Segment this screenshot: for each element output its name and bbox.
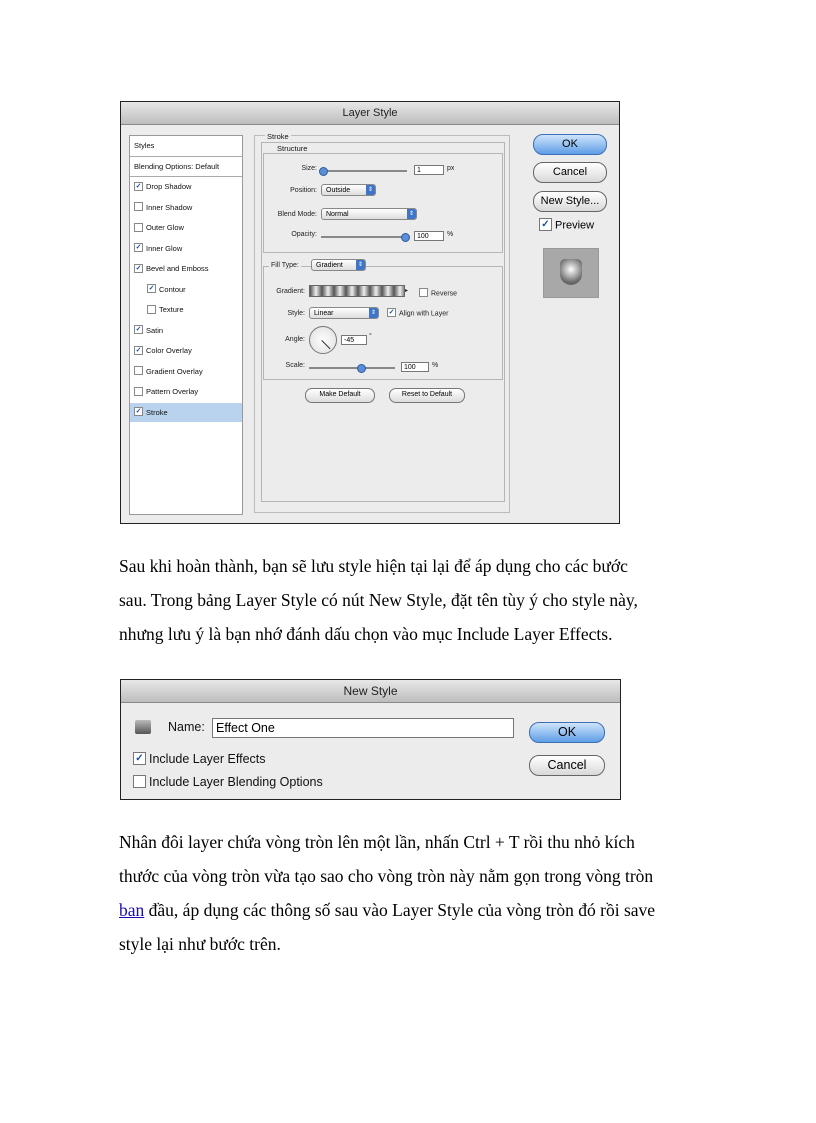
- position-label: Position:: [290, 187, 317, 194]
- reset-to-default-button[interactable]: Reset to Default: [389, 388, 465, 403]
- align-with-layer-box[interactable]: ✓: [388, 309, 395, 316]
- gradient-arrow-icon[interactable]: ▸: [405, 288, 409, 294]
- ban-link[interactable]: ban: [119, 900, 145, 920]
- paragraph-1-line: sau. Trong bảng Layer Style có nút New Style, đặt tên tùy ý cho style này,: [119, 590, 638, 610]
- styles-list: [129, 135, 243, 515]
- chevron-updown-icon: ⇕: [408, 211, 415, 217]
- new-style-dialog: [120, 679, 621, 800]
- style-icon: [135, 720, 151, 734]
- chevron-updown-icon: ⇕: [357, 262, 364, 268]
- style-item-texture[interactable]: Texture: [130, 300, 242, 321]
- angle-needle: [321, 340, 330, 349]
- paragraph-2-line: ban đầu, áp dụng các thông số sau vào Layer Style của vòng tròn đó rồi save: [119, 900, 656, 920]
- size-slider-knob[interactable]: [319, 167, 328, 176]
- align-with-layer-checkbox[interactable]: ✓ Align with Layer: [388, 309, 449, 318]
- paragraph-2-line: style lại như bước trên.: [119, 934, 281, 954]
- gradient-label: Gradient:: [276, 288, 305, 295]
- checkbox-satin[interactable]: ✓: [135, 326, 142, 334]
- style-item-inner-glow[interactable]: ✓ Inner Glow: [130, 239, 242, 260]
- scale-label: Scale:: [285, 362, 305, 369]
- paragraph-1: [119, 549, 719, 651]
- styles-header[interactable]: Styles: [130, 136, 242, 157]
- paragraph-2: [119, 825, 719, 961]
- preview-thumbnail: [543, 248, 599, 298]
- scale-slider[interactable]: [309, 367, 395, 369]
- ok-button[interactable]: OK: [533, 134, 607, 155]
- checkbox-color-overlay[interactable]: ✓: [135, 346, 142, 354]
- checkbox-texture[interactable]: [147, 305, 156, 314]
- opacity-slider[interactable]: [321, 236, 407, 238]
- style-item-gradient-overlay[interactable]: Gradient Overlay: [130, 362, 242, 383]
- make-default-button[interactable]: Make Default: [305, 388, 375, 403]
- size-field[interactable]: 1: [414, 165, 444, 175]
- checkbox-pattern-overlay[interactable]: [134, 387, 143, 396]
- reverse-checkbox[interactable]: Reverse: [419, 289, 457, 298]
- new-style-button[interactable]: New Style...: [533, 191, 607, 212]
- structure-label: Structure: [277, 144, 308, 153]
- chevron-updown-icon: ⇕: [367, 187, 374, 193]
- style-item-contour[interactable]: ✓ Contour: [130, 280, 242, 301]
- position-popup[interactable]: Outside ⇕: [321, 184, 376, 196]
- opacity-label: Opacity:: [291, 231, 317, 238]
- paragraph-2-line: thước của vòng tròn vừa tạo sao cho vòng tròn này nằm gọn trong vòng tròn: [119, 866, 654, 886]
- scale-unit: %: [432, 362, 439, 369]
- ok-button[interactable]: OK: [529, 722, 605, 743]
- checkbox-bevel-emboss[interactable]: ✓: [135, 264, 142, 272]
- style-item-inner-shadow[interactable]: Inner Shadow: [130, 198, 242, 219]
- cancel-button[interactable]: Cancel: [533, 162, 607, 183]
- style-label: Style:: [287, 310, 305, 317]
- paragraph-2-line: Nhân đôi layer chứa vòng tròn lên một lần, nhấn Ctrl + T rồi thu nhỏ kích: [119, 832, 635, 852]
- paragraph-1-line: nhưng lưu ý là bạn nhớ đánh dấu chọn vào mục Include Layer Effects.: [119, 624, 613, 644]
- chevron-updown-icon: ⇕: [370, 310, 377, 316]
- style-item-drop-shadow[interactable]: ✓ Drop Shadow: [130, 177, 242, 198]
- angle-unit: °: [369, 333, 372, 340]
- blend-mode-label: Blend Mode:: [277, 211, 317, 218]
- angle-field[interactable]: -45: [341, 335, 367, 345]
- style-popup[interactable]: Linear ⇕: [309, 307, 379, 319]
- include-layer-effects-box[interactable]: ✓: [133, 752, 146, 765]
- size-label: Size:: [301, 165, 317, 172]
- style-item-color-overlay[interactable]: ✓ Color Overlay: [130, 341, 242, 362]
- checkbox-contour[interactable]: ✓: [148, 285, 155, 293]
- cancel-button[interactable]: Cancel: [529, 755, 605, 776]
- dialog-title: Layer Style: [121, 102, 619, 125]
- dialog-title: New Style: [121, 680, 620, 703]
- preview-checkbox-box[interactable]: ✓: [539, 218, 552, 231]
- size-unit: px: [447, 165, 455, 172]
- gradient-swatch[interactable]: [309, 285, 405, 297]
- checkbox-inner-shadow[interactable]: [134, 202, 143, 211]
- style-item-bevel-emboss[interactable]: ✓ Bevel and Emboss: [130, 259, 242, 280]
- style-item-pattern-overlay[interactable]: Pattern Overlay: [130, 382, 242, 403]
- opacity-slider-knob[interactable]: [401, 233, 410, 242]
- scale-slider-knob[interactable]: [357, 364, 366, 373]
- checkbox-gradient-overlay[interactable]: [134, 366, 143, 375]
- name-input[interactable]: Effect One: [212, 718, 514, 738]
- name-label: Name:: [168, 720, 205, 734]
- angle-label: Angle:: [285, 336, 305, 343]
- style-item-stroke[interactable]: ✓ Stroke: [130, 403, 242, 424]
- style-item-satin[interactable]: ✓ Satin: [130, 321, 242, 342]
- size-slider[interactable]: [321, 170, 407, 172]
- checkbox-drop-shadow[interactable]: ✓: [135, 182, 142, 190]
- opacity-unit: %: [447, 231, 454, 238]
- paragraph-1-line: Sau khi hoàn thành, bạn sẽ lưu style hiện tại lại để áp dụng cho các bước: [119, 556, 628, 576]
- include-blending-box[interactable]: [133, 775, 146, 788]
- scale-field[interactable]: 100: [401, 362, 429, 372]
- checkbox-outer-glow[interactable]: [134, 223, 143, 232]
- stroke-group-label: Stroke: [267, 132, 289, 141]
- reverse-checkbox-box[interactable]: [419, 288, 428, 297]
- include-blending-checkbox[interactable]: Include Layer Blending Options: [133, 775, 323, 789]
- checkbox-inner-glow[interactable]: ✓: [135, 244, 142, 252]
- checkbox-stroke[interactable]: ✓: [135, 408, 142, 416]
- preview-checkbox[interactable]: ✓ Preview: [539, 219, 594, 232]
- blending-options-item[interactable]: Blending Options: Default: [130, 157, 242, 178]
- preview-shape: [560, 259, 582, 285]
- include-layer-effects-checkbox[interactable]: ✓ Include Layer Effects: [133, 752, 266, 766]
- stroke-panel: [254, 132, 510, 513]
- fill-type-label: Fill Type:: [271, 262, 299, 269]
- opacity-field[interactable]: 100: [414, 231, 444, 241]
- style-item-outer-glow[interactable]: Outer Glow: [130, 218, 242, 239]
- fill-type-popup[interactable]: Gradient ⇕: [311, 259, 366, 271]
- blend-mode-popup[interactable]: Normal ⇕: [321, 208, 417, 220]
- angle-dial[interactable]: [309, 326, 337, 354]
- layer-style-dialog: [120, 101, 620, 524]
